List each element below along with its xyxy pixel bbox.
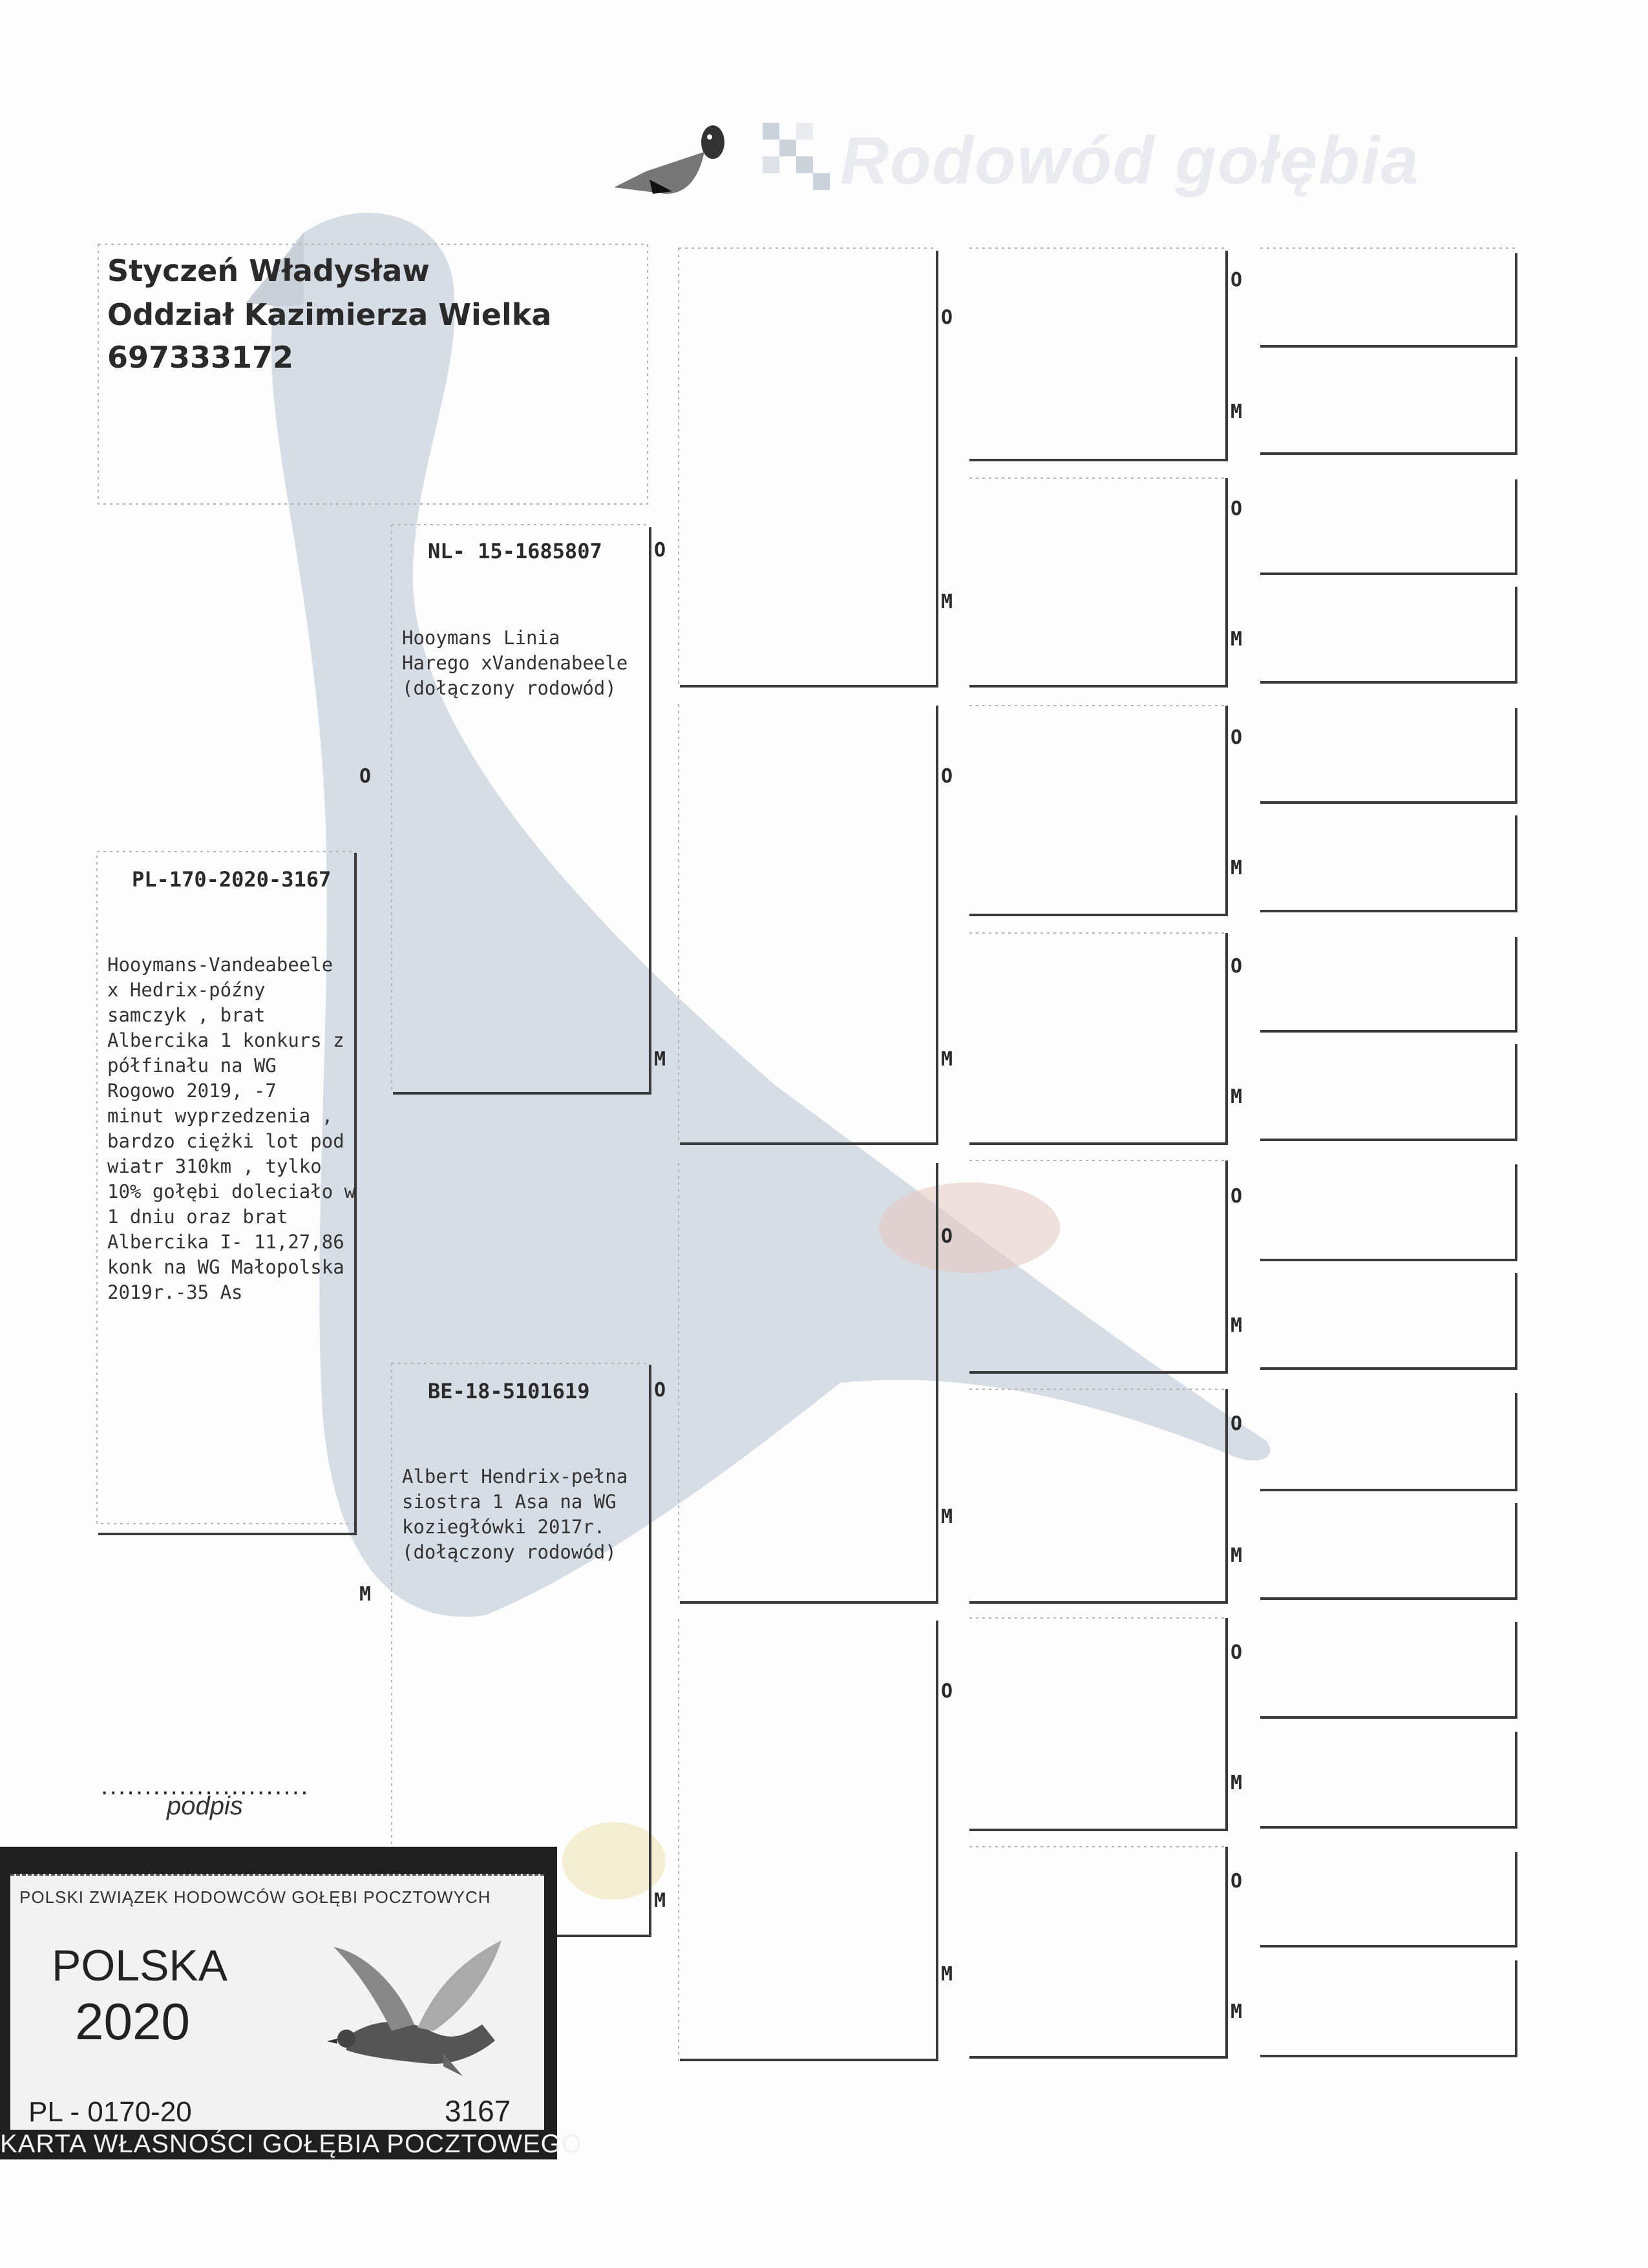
sex-label-father: O <box>1231 269 1243 291</box>
description-line: 10% gołębi doleciało w <box>107 1181 356 1202</box>
description-line: konk na WG Małopolska <box>107 1256 344 1278</box>
sex-label-father: O <box>941 765 953 788</box>
sex-label-mother: M <box>1231 628 1243 651</box>
mother-description <box>402 1464 628 1565</box>
description-line: Albercika 1 konkurs z <box>107 1029 344 1051</box>
sex-label-mother: M <box>941 591 953 613</box>
card-footer-title: KARTA WŁASNOŚCI GOŁĘBIA POCZTOWEGO <box>0 2130 582 2158</box>
mother-ring: BE-18-5101619 <box>428 1379 590 1403</box>
description-line: samczyk , brat <box>107 1004 266 1026</box>
ownership-card <box>0 1847 582 2159</box>
card-country: POLSKA <box>52 1941 228 1990</box>
sex-label-mother: M <box>1231 2000 1243 2023</box>
card-ring-strip <box>10 2094 544 2130</box>
sex-label-father: O <box>1231 955 1243 978</box>
sex-label-father: O <box>941 1680 953 1703</box>
sex-label-father: O <box>941 1225 953 1248</box>
sex-label-mother: M <box>654 1889 666 1912</box>
sex-label-father: O <box>654 539 666 562</box>
description-line: Hooymans Linia <box>402 627 560 649</box>
sex-label-father: O <box>654 1379 666 1402</box>
description-line: półfinału na WG <box>107 1055 277 1076</box>
description-line: 1 dniu oraz brat <box>107 1206 288 1228</box>
description-line: minut wyprzedzenia , <box>107 1105 333 1127</box>
sex-label-mother: M <box>1231 1772 1243 1794</box>
logo-checker-icon <box>763 123 830 190</box>
sex-label-mother: M <box>1231 1544 1243 1567</box>
description-line: bardzo ciężki lot pod <box>107 1130 344 1152</box>
sex-label-mother: M <box>1231 1314 1243 1337</box>
sex-label-father: O <box>1231 1870 1243 1893</box>
card-ring-prefix: PL - 0170-20 <box>28 2096 192 2128</box>
description-line: x Hedrix-późny <box>107 979 266 1001</box>
main-bird-description <box>107 952 355 1305</box>
description-line: siostra 1 Asa na WG <box>402 1491 617 1513</box>
description-line: Albert Hendrix-pełna <box>402 1465 628 1487</box>
description-line: Rogowo 2019, -7 <box>107 1080 277 1102</box>
father-description <box>402 625 628 701</box>
main-bird-ring: PL-170-2020-3167 <box>132 867 332 892</box>
description-line: koziegłówki 2017r. <box>402 1516 606 1538</box>
sex-label-mother: M <box>1231 401 1243 423</box>
description-line: Albercika I- 11,27,86 <box>107 1231 344 1253</box>
ownership-card-body <box>10 1874 544 2095</box>
flying-pigeon-icon <box>295 1927 527 2089</box>
description-line: 2019r.-35 As <box>107 1281 243 1303</box>
signature-label: podpis <box>167 1792 243 1820</box>
owner-name: Styczeń Władysław <box>107 253 430 288</box>
sex-label-father: O <box>1231 498 1243 520</box>
sex-label-father: O <box>1231 1412 1243 1435</box>
card-ring-number: 3167 <box>445 2094 511 2128</box>
sex-label-father: O <box>359 765 372 788</box>
page-title: Rodowód gołębia <box>840 123 1420 198</box>
father-ring: NL- 15-1685807 <box>428 539 602 563</box>
sex-label-mother: M <box>359 1583 372 1606</box>
card-year: 2020 <box>75 1993 190 2050</box>
pigeon-chest-accent <box>879 1182 1060 1273</box>
sex-label-mother: M <box>654 1048 666 1071</box>
card-union-name: POLSKI ZWIĄZEK HODOWCÓW GOŁĘBI POCZTOWYCH <box>19 1887 491 1907</box>
description-line: (dołączony rodowód) <box>402 1541 617 1563</box>
sex-label-mother: M <box>941 1963 953 1986</box>
description-line: Harego xVandenabeele <box>402 652 628 674</box>
sex-label-mother: M <box>941 1048 953 1071</box>
sex-label-father: O <box>1231 726 1243 749</box>
description-line: Hooymans-Vandeabeele <box>107 954 333 976</box>
description-line: (dołączony rodowód) <box>402 677 617 699</box>
sex-label-mother: M <box>1231 1086 1243 1108</box>
owner-branch: Oddział Kazimierza Wielka <box>107 297 552 332</box>
owner-phone: 697333172 <box>107 340 294 375</box>
sex-label-father: O <box>1231 1185 1243 1208</box>
sex-label-father: O <box>1231 1641 1243 1664</box>
logo-pigeon-icon <box>614 125 724 194</box>
description-line: wiatr 310km , tylko <box>107 1155 322 1177</box>
sex-label-father: O <box>941 306 953 329</box>
sex-label-mother: M <box>1231 857 1243 879</box>
signature-line: ........................ <box>101 1774 310 1800</box>
sex-label-mother: M <box>941 1506 953 1528</box>
